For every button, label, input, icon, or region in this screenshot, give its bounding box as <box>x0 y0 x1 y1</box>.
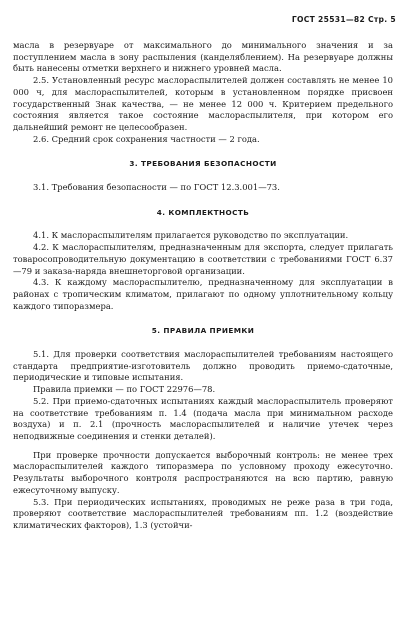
section-4-heading: 4. КОМПЛЕКТНОСТЬ <box>156 207 250 217</box>
paragraph-5-2: 5.2. При приемо-сдаточных испытаниях каждый маслораспылитель проверяют на соответствие требованиям п. 1.4 (подача масла при минимальном расходе воздуха) и п. 2.1 (прочность маслораспылителей и наличие утечек через неподвижные соединения и стенки деталей). <box>13 395 393 441</box>
paragraph-continuation: масла в резервуаре от максимального до минимального значения и за поступлением масла в зону распыления (канделяблением). На резервуаре должны быть нанесены отметки верхнего и нижнего уровней масла. <box>13 40 393 74</box>
paragraph-5-3: 5.3. При периодических испытаниях, проводимых не реже раза в три года, проверяют соответствие маслораспылителей требованиям пп. 1.2 (воздействие климатических факторов), 1.3 (устойчи- <box>13 496 393 530</box>
paragraph-4-3: 4.3. К каждому маслораспылителю, предназначенному для эксплуатации в районах с тропическим климатом, прилагают по одному уплотнительному кольцу каждого типоразмера. <box>13 277 393 311</box>
paragraph-5-1-rules: Правила приемки — по ГОСТ 22976—78. <box>33 384 216 395</box>
page-header: ГОСТ 25531—82 Стр. 5 <box>291 15 396 24</box>
document-body <box>13 40 393 532</box>
paragraph-2-5: 2.5. Установленный ресурс маслораспылителей должен составлять не менее 10 000 ч, для маслораспылителей, которым в установленном порядке присвоен государственный Знак качества, — не менее 12 000 ч. Критерием предельного состояния является такое состояние маслораспылителя, при котором его дальнейший ремонт не целесообразен. <box>13 75 393 132</box>
paragraph-2-6: 2.6. Средний срок сохранения частности — 2 года. <box>33 133 260 144</box>
paragraph-5-1: 5.1. Для проверки соответствия маслораспылителей требованиям настоящего стандарта предприятие-изготовитель должно проводить приемо-сдаточные, периодические и типовые испытания. <box>13 349 393 383</box>
paragraph-5-2-strength: При проверке прочности допускается выборочный контроль: не менее трех маслораспылителей каждого типоразмера по условному проходу ежесуточно. Результаты выборочного контроля распространяются на всю партию, равную ежесуточному выпуску. <box>13 449 393 495</box>
paragraph-3-1: 3.1. Требования безопасности — по ГОСТ 12.3.001—73. <box>33 182 280 193</box>
section-5-heading: 5. ПРАВИЛА ПРИЕМКИ <box>151 326 255 336</box>
section-3-heading: 3. ТРЕБОВАНИЯ БЕЗОПАСНОСТИ <box>129 159 277 169</box>
paragraph-4-2: 4.2. К маслораспылителям, предназначенным для экспорта, следует прилагать товаросопроводительную документацию в соответствии с требованиями ГОСТ 6.37—79 и заказа-наряда внешнеторговой организации. <box>13 242 393 276</box>
paragraph-4-1: 4.1. К маслораспылителям прилагается руководство по эксплуатации. <box>33 230 349 241</box>
